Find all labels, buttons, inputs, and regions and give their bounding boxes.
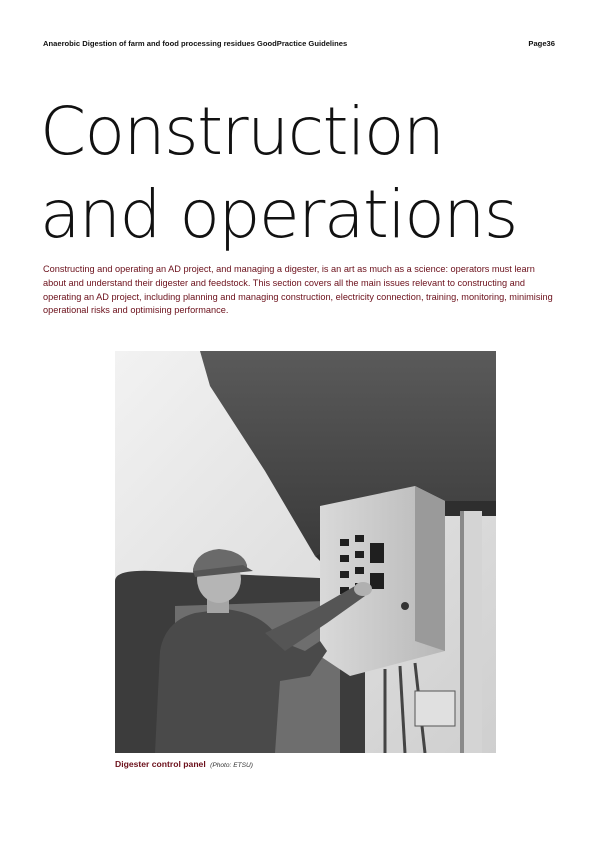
digester-control-panel-photo: [115, 351, 496, 753]
figure-caption: [115, 759, 253, 769]
section-title-line-2: and operations: [40, 176, 517, 253]
publication-title: Anaerobic Digestion of farm and food processing residues GoodPractice Guidelines: [43, 39, 348, 48]
photo-credit: (Photo: ETSU): [210, 762, 253, 769]
section-title-line-1: Construction: [40, 93, 444, 170]
caption-text: Digester control panel: [115, 759, 206, 769]
section-title: [40, 90, 517, 256]
page-number: Page36: [528, 39, 555, 48]
intro-paragraph: Constructing and operating an AD project, and managing a digester, is an art as much as a science: operators must learn about and understand their digester and feedstock. This section covers all the main issues relevant to constructing and operating an AD project, including planning and managing construction, electricity connection, training, monitoring, minimising operational risks and optimising performance.: [43, 264, 553, 316]
running-header: [43, 39, 555, 48]
